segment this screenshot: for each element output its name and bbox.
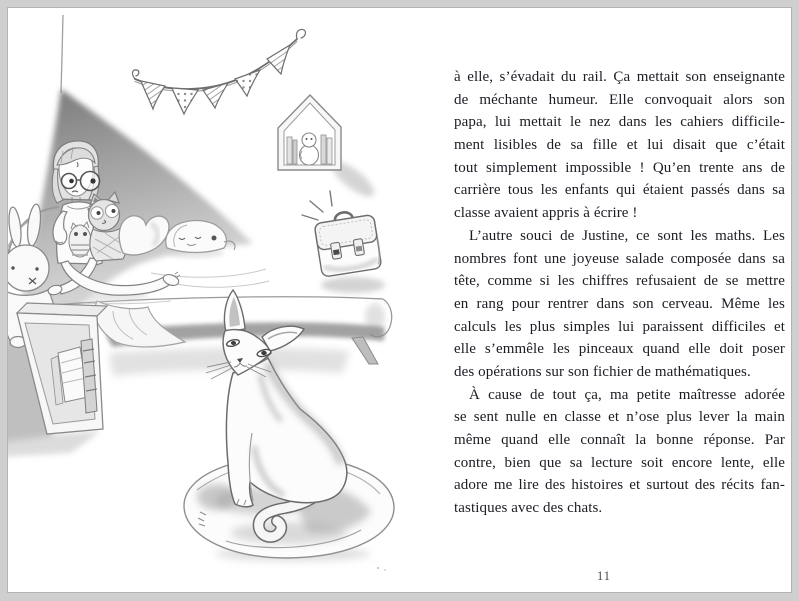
text-line: classe avaient appris à écrire ! <box>454 205 638 222</box>
bedroom-illustration <box>8 8 448 593</box>
school-satchel <box>302 191 385 293</box>
flag-dotted <box>235 70 260 96</box>
text-line: tout simplement impossible ! Qu’en trente ans de <box>454 159 785 176</box>
bird-figurine <box>300 133 319 165</box>
blanket <box>95 301 185 347</box>
text-line: tastiques avec des chats. <box>454 500 603 517</box>
story-text <box>454 66 785 520</box>
book-spread <box>7 7 792 593</box>
flag-striped <box>267 45 290 74</box>
text-line: de méchante humeur. Elle convoquait alors son <box>454 91 785 108</box>
bed-leg <box>352 337 378 364</box>
page-number: 11 <box>596 569 612 583</box>
text-line: elle s’emmêle les pinceaux quand elle doit poser <box>454 341 785 358</box>
text-line: carrière tous les enfants qui étaient passés dans sa <box>454 182 785 199</box>
flag-striped <box>141 81 165 109</box>
text-line: ment lisibles de sa fille et lui disait que c’était <box>454 137 785 154</box>
text-line: calculs les plus simples lui paraissent difficiles et <box>454 318 785 335</box>
text-line: adore me lire des histoires et surtout des récits fan- <box>454 477 785 494</box>
text-line: L’autre souci de Justine, ce sont les maths. Les <box>469 227 785 244</box>
text-line: contre, bien que sa lecture soit encore lente, elle <box>454 454 785 471</box>
text-line: des opérations sur son fichier de mathématiques. <box>454 363 751 380</box>
text-line: papa, lui mettait le nez dans les cahiers difficile- <box>454 114 785 131</box>
text-line: à elle, s’évadait du rail. Ça mettait son enseignante <box>454 69 785 85</box>
text-line: en rang pour rentrer dans son cerveau. Même les <box>454 295 785 312</box>
text-line: se sent nulle en classe et n’ose plus lever la main <box>454 409 785 426</box>
text-line: même quand elle connaît la bonne réponse. Par <box>454 432 785 448</box>
shine-rays <box>302 191 332 220</box>
cat-body <box>226 358 346 507</box>
flag-dotted <box>172 88 198 114</box>
text-line: nombres font une joyeuse salade composée dans sa <box>454 250 785 267</box>
house-shelf <box>278 95 379 202</box>
text-line: À cause de tout ça, ma petite maîtresse adorée <box>469 386 785 403</box>
text-line: tête, comme si les chiffres refusaient de se mettre <box>454 273 785 290</box>
bunting-garland <box>133 29 306 114</box>
